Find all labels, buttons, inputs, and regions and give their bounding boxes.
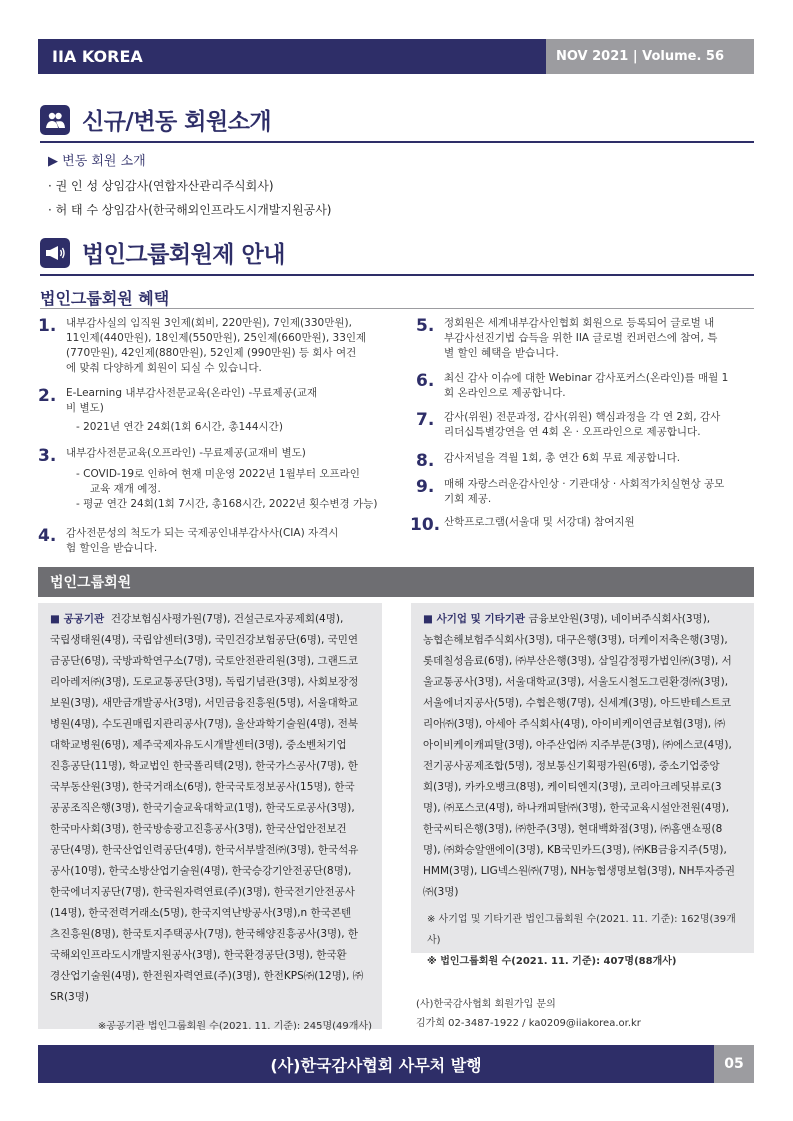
list-item: · 권 인 성 상임감사(연합자산관리주식회사) <box>48 179 274 193</box>
member-line: 보원(3명), 새만금개발공사(3명), 서민금융진흥원(5명), 서울대학교 <box>50 697 359 709</box>
megaphone-icon <box>40 238 70 268</box>
benefit-line: 리더십특별강연을 연 4회 온 · 오프라인으로 제공합니다. <box>444 426 701 438</box>
benefit-sub-line: 교육 재개 예정. <box>90 483 161 495</box>
benefit-sub-line: - COVID-19로 인하여 현재 미운영 2022년 1월부터 오프라인 <box>76 468 360 480</box>
benefit-line: 매해 자랑스러운감사인상 · 기관대상 · 사회적가치실현상 공모 <box>444 478 725 490</box>
benefit-item <box>410 515 756 535</box>
public-count-note: ※공공기관 법인그룹회원 수(2021. 11. 기준): 245명(49개사) <box>97 1021 372 1032</box>
benefit-number: 1. <box>38 316 57 336</box>
member-line: 명), ㈜화승알앤에이(3명), KB국민카드(3명), ㈜KB금융지주(5명), <box>423 844 727 856</box>
benefit-line: 11인제(440만원), 18인제(550만원), 25인제(660만원), 33인제 <box>66 332 367 344</box>
benefit-number: 7. <box>416 410 435 430</box>
benefit-item <box>416 451 756 471</box>
benefit-sub-line: - 2021년 연간 24회(1회 6시간, 총144시간) <box>76 421 283 433</box>
benefit-line: (770만원), 42인제(880만원), 52인제 (990만원) 등 회사 여건 <box>66 347 357 359</box>
benefit-line: 기회 제공. <box>444 493 492 505</box>
benefit-item <box>416 371 756 401</box>
publisher-label: (사)한국감사협회 사무처 발행 <box>270 1055 482 1075</box>
member-line: 서울에너지공사(5명), 수협은행(7명), 신세계(3명), 아드반테스트코 <box>423 697 732 709</box>
member-line: 건강보험심사평가원(7명), 건설근로자공제회(4명), <box>110 613 344 625</box>
member-line: (14명), 한국전력거래소(5명), 한국지역난방공사(3명),n 한국콘텐 <box>50 907 352 919</box>
member-line: 아이비케이캐피탈(3명), 아주산업㈜ 지주부문(3명), ㈜에스코(4명), <box>423 739 732 751</box>
benefit-item <box>38 316 380 376</box>
member-line: 국립생태원(4명), 국립암센터(3명), 국민건강보험공단(6명), 국민연 <box>50 634 359 646</box>
section-divider <box>40 274 754 276</box>
member-line: 공단(4명), 한국산업인력공단(4명), 한국서부발전㈜(3명), 한국석유 <box>50 844 359 856</box>
benefit-line: 내부감사실의 임직원 3인제(회비, 220만원), 7인제(330만원), <box>66 317 352 329</box>
member-line: 국해외인프라도시개발지원공사(3명), 한국환경공단(3명), 한국환 <box>50 949 347 961</box>
page-number: 05 <box>714 1045 754 1083</box>
benefit-line: 내부감사전문교육(오프라인) -무료제공(교재비 별도) <box>66 447 306 459</box>
benefit-line: 회 온라인으로 제공합니다. <box>444 387 566 399</box>
private-lead: ■ 사기업 및 기타기관 <box>423 613 526 625</box>
benefit-line: 감사(위원) 전문과정, 감사(위원) 핵심과정을 각 연 2회, 감사 <box>444 411 721 423</box>
benefit-number: 2. <box>38 386 57 406</box>
member-line: 금융보안원(3명), 네이버주식회사(3명), <box>528 613 711 625</box>
benefit-item <box>416 410 756 440</box>
benefit-line: 최신 감사 이슈에 대한 Webinar 감사포커스(온라인)를 매월 1 <box>444 372 729 384</box>
member-line: 금공단(6명), 국방과학연구소(7명), 국토안전관리원(3명), 그랜드코 <box>50 655 359 667</box>
member-line: 울교통공사(3명), 서울대학교(3명), 서울도시철도그린환경㈜(3명), <box>423 676 729 688</box>
member-line: 명), ㈜포스코(4명), 하나캐피탈㈜(3명), 한국교육시설안전원(4명), <box>423 802 730 814</box>
benefit-number: 3. <box>38 446 57 466</box>
member-line: 한국에너지공단(7명), 한국원자력연료(주)(3명), 한국전기안전공사 <box>50 886 355 898</box>
benefit-line: 비 별도) <box>66 402 104 414</box>
section-new-members <box>40 103 271 136</box>
member-change-list <box>48 150 331 222</box>
benefit-line: 산학프로그램(서울대 및 서강대) 참여지원 <box>444 516 635 528</box>
member-line: SR(3명) <box>50 991 89 1003</box>
brand-title: IIA KOREA <box>52 47 143 66</box>
benefit-number: 8. <box>416 451 435 471</box>
member-line: 대학교병원(6명), 제주국제자유도시개발센터(3명), 중소벤처기업 <box>50 739 347 751</box>
footer-bar <box>38 1045 754 1083</box>
header-bar <box>38 39 754 74</box>
member-change-subtitle: ▶ 변동 회원 소개 <box>48 154 146 169</box>
member-line: ㈜(3명) <box>423 886 459 898</box>
contact-line: (사)한국감사협회 회원가입 문의 <box>416 999 556 1010</box>
benefit-item <box>38 526 380 556</box>
benefit-item <box>416 316 756 361</box>
member-line: HMM(3명), LIG넥스원㈜(7명), NH농협생명보험(3명), NH투자증권 <box>423 865 736 877</box>
benefits-divider <box>40 308 754 309</box>
benefit-line: E-Learning 내부감사전문교육(온라인) -무료제공(교재 <box>66 387 318 399</box>
member-line: 전기공사공제조합(5명), 정보통신기획평가원(6명), 중소기업중앙 <box>423 760 720 772</box>
group-members-bar: 법인그룹회원 <box>38 567 754 597</box>
section-title: 법인그룹회원제 안내 <box>82 242 285 268</box>
private-count-note: ※ 사기업 및 기타기관 법인그룹회원 수(2021. 11. 기준): 162명(39개사) <box>427 914 736 946</box>
member-line: 롯데칠성음료(6명), ㈜부산은행(3명), 삼일감정평가법인㈜(3명), 서 <box>423 655 732 667</box>
benefit-line: 에 맞춰 다양하게 회원이 되실 수 있습니다. <box>66 362 262 374</box>
contact-info <box>416 995 641 1033</box>
benefit-number: 4. <box>38 526 57 546</box>
benefits-title: 법인그룹회원 혜택 <box>40 289 170 308</box>
member-line: 경산업기술원(4명), 한전원자력연료(주)(3명), 한전KPS㈜(12명), ㈜ <box>50 970 364 982</box>
private-institutions-box <box>411 603 754 967</box>
benefit-line: 감사저널을 격월 1회, 총 연간 6회 무료 제공합니다. <box>444 452 681 464</box>
benefit-line: 별 할인 혜택을 받습니다. <box>444 347 559 359</box>
benefit-number: 5. <box>416 316 435 336</box>
benefit-item <box>416 477 756 507</box>
member-line: 공공조직은행(3명), 한국기술교육대학교(1명), 한국도로공사(3명), <box>50 802 355 814</box>
member-line: 한국씨티은행(3명), ㈜한주(3명), 현대백화점(3명), ㈜홈앤쇼핑(8 <box>423 823 723 835</box>
benefit-line: 정회원은 세계내부감사인협회 회원으로 등록되어 글로벌 내 <box>444 317 715 329</box>
section-title: 신규/변동 회원소개 <box>82 109 272 135</box>
issue-label: NOV 2021 | Volume. 56 <box>546 39 754 74</box>
member-line: 진흥공단(11명), 학교법인 한국폴리텍(2명), 한국가스공사(7명), 한 <box>50 760 358 772</box>
benefit-item <box>38 446 380 512</box>
public-institutions-box <box>38 603 382 1032</box>
total-count-note: ※ 법인그룹회원 수(2021. 11. 기준): 407명(88개사) <box>427 956 677 967</box>
section-divider <box>40 141 754 143</box>
member-line: 리아레저㈜(3명), 도로교통공단(3명), 독립기념관(3명), 사회보장정 <box>50 676 359 688</box>
benefit-number: 10. <box>410 515 441 535</box>
member-line: 국부동산원(3명), 한국거래소(6명), 한국국토정보공사(15명), 한국 <box>50 781 355 793</box>
section-group-membership <box>40 236 285 269</box>
benefit-sub-line: - 평균 연간 24회(1회 7시간, 총168시간, 2022년 횟수변경 가능) <box>76 498 378 510</box>
member-line: 농협손해보험주식회사(3명), 대구은행(3명), 더케이저축은행(3명), <box>423 634 728 646</box>
member-line: 회(3명), 카카오뱅크(8명), 케이티엔지(3명), 코리아크레딧뷰로(3 <box>423 781 722 793</box>
member-line: 리아㈜(3명), 아세아 주식회사(4명), 아이비케이연금보험(3명), ㈜ <box>423 718 725 730</box>
benefit-number: 6. <box>416 371 435 391</box>
list-item: · 허 태 수 상임감사(한국해외인프라도시개발지원공사) <box>48 203 332 217</box>
benefit-line: 부감사선진기법 습득을 위한 IIA 글로벌 컨퍼런스에 참여, 특 <box>444 332 718 344</box>
benefit-line: 감사전문성의 척도가 되는 국제공인내부감사사(CIA) 자격시 <box>66 527 339 539</box>
member-line: 츠진흥원(8명), 한국토지주택공사(7명), 한국해양진흥공사(3명), 한 <box>50 928 359 940</box>
contact-line: 김가희 02-3487-1922 / ka0209@iiakorea.or.kr <box>416 1018 641 1029</box>
people-icon <box>40 105 70 135</box>
member-line: 병원(4명), 수도권매립지관리공사(7명), 울산과학기술원(4명), 전북 <box>50 718 359 730</box>
member-line: 공사(10명), 한국소방산업기술원(4명), 한국승강기안전공단(8명), <box>50 865 352 877</box>
benefit-line: 험 할인을 받습니다. <box>66 542 158 554</box>
member-line: 한국마사회(3명), 한국방송광고진흥공사(3명), 한국산업안전보건 <box>50 823 347 835</box>
benefit-number: 9. <box>416 477 435 497</box>
benefit-item <box>38 386 380 435</box>
public-lead: ■ 공공기관 <box>50 613 105 625</box>
